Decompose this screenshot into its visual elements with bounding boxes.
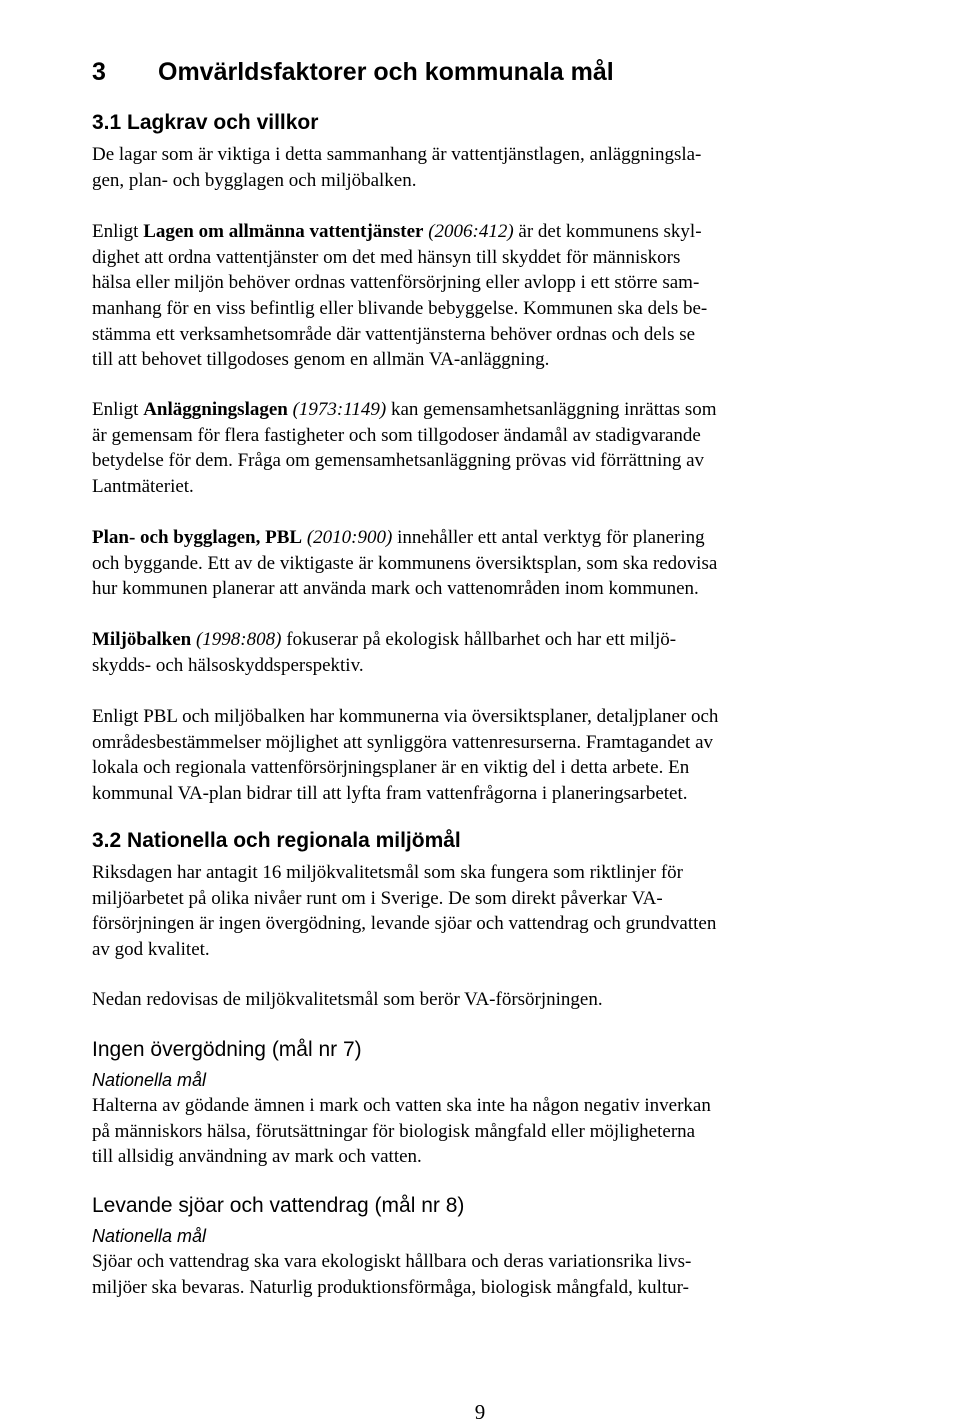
text-line: Halterna av gödande ämnen i mark och vatten ska inte ha någon negativ inverkan	[92, 1095, 711, 1116]
section-3-1-intro	[92, 142, 852, 193]
text-line: skydds- och hälsoskyddsperspektiv.	[92, 654, 364, 676]
paragraph-miljobalken	[92, 627, 852, 678]
chapter-heading	[92, 58, 614, 87]
text-line: på människors hälsa, förutsättningar för biologisk mångfald eller möjligheterna	[92, 1120, 696, 1142]
text-line: miljöarbetet på olika nivåer runt om i Sverige. De som direkt påverkar VA-	[92, 887, 663, 909]
text-span: Enligt	[92, 399, 144, 420]
text-line: dighet att ordna vattentjänster om det med hänsyn till skyddet för människors	[92, 246, 681, 268]
text-line: hälsa eller miljön behöver ordnas vattenförsörjning eller avlopp i ett större sam-	[92, 272, 700, 294]
text-line	[92, 525, 852, 551]
goal-7-text	[92, 1093, 852, 1170]
section-3-2-intro	[92, 860, 852, 963]
text-span: kan gemensamhetsanläggning inrättas som	[386, 399, 717, 420]
text-line	[92, 397, 852, 423]
text-line: till allsidig användning av mark och vatten.	[92, 1146, 422, 1168]
law-name: Anläggningslagen	[143, 399, 288, 420]
law-reference: (1973:1149)	[292, 399, 387, 420]
chapter-number: 3	[92, 58, 106, 86]
law-reference: (2006:412)	[428, 221, 514, 242]
page-number: 9	[474, 1400, 486, 1424]
paragraph-pbl	[92, 525, 852, 602]
goal-8-text	[92, 1249, 852, 1300]
goal-8-subtitle: Nationella mål	[92, 1226, 207, 1246]
text-line: försörjningen är ingen övergödning, levande sjöar och vattendrag och grundvatten	[92, 913, 717, 935]
law-name: Plan- och bygglagen, PBL	[92, 527, 303, 548]
paragraph-anlaggningslagen	[92, 397, 852, 500]
law-name: Lagen om allmänna vattentjänster	[143, 221, 424, 242]
text-line: Enligt PBL och miljöbalken har kommunerna via översiktsplaner, detaljplaner och	[92, 706, 719, 727]
text-line: gen, plan- och bygglagen och miljöbalken.	[92, 169, 417, 191]
text-line	[92, 627, 852, 653]
text-line: De lagar som är viktiga i detta sammanhang är vattentjänstlagen, anläggningsla-	[92, 144, 702, 165]
text-line: områdesbestämmelser möjlighet att synliggöra vattenresurserna. Framtagandet av	[92, 731, 713, 753]
section-heading-3-1: 3.1 Lagkrav och villkor	[92, 111, 319, 134]
text-line: stämma ett verksamhetsområde där vattentjänsterna behöver ordnas och dels se	[92, 323, 696, 345]
law-name: Miljöbalken	[92, 629, 192, 650]
chapter-title: Omvärldsfaktorer och kommunala mål	[158, 58, 614, 86]
text-line: lokala och regionala vattenförsörjningsplaner är en viktig del i detta arbete. En	[92, 757, 690, 779]
text-line: till att behovet tillgodoses genom en allmän VA-anläggning.	[92, 349, 550, 371]
law-reference: (1998:808)	[195, 629, 282, 650]
text-line: Riksdagen har antagit 16 miljökvalitetsmål som ska fungera som riktlinjer för	[92, 862, 683, 883]
text-span: fokuserar på ekologisk hållbarhet och har ett miljö-	[281, 629, 677, 650]
paragraph-vattentjanstlagen	[92, 219, 852, 373]
text-line: Lantmäteriet.	[92, 476, 194, 498]
text-line: miljöer ska bevaras. Naturlig produktionsförmåga, biologisk mångfald, kultur-	[92, 1276, 689, 1298]
text-span: är det kommunens skyl-	[513, 221, 702, 242]
goal-7-subtitle: Nationella mål	[92, 1070, 207, 1090]
text-line	[92, 219, 852, 245]
section-3-2-note	[92, 987, 852, 1013]
section-heading-3-2: 3.2 Nationella och regionala miljömål	[92, 829, 461, 852]
text-line: är gemensam för flera fastigheter och som tillgodoser ändamål av stadigvarande	[92, 424, 701, 446]
text-line: manhang för en viss befintlig eller blivande bebyggelse. Kommunen ska dels be-	[92, 298, 708, 320]
goal-8-title: Levande sjöar och vattendrag (mål nr 8)	[92, 1194, 465, 1217]
text-line: Nedan redovisas de miljökvalitetsmål som berör VA-försörjningen.	[92, 989, 603, 1010]
text-span: innehåller ett antal verktyg för planering	[392, 527, 705, 548]
law-reference: (2010:900)	[306, 527, 393, 548]
text-span: Enligt	[92, 221, 144, 242]
paragraph-pbl-miljobalken	[92, 704, 852, 807]
text-line: Sjöar och vattendrag ska vara ekologiskt hållbara och deras variationsrika livs-	[92, 1251, 692, 1272]
text-line: kommunal VA-plan bidrar till att lyfta fram vattenfrågorna i planeringsarbetet.	[92, 783, 688, 805]
goal-7-title: Ingen övergödning (mål nr 7)	[92, 1038, 362, 1061]
text-line: betydelse för dem. Fråga om gemensamhetsanläggning prövas vid förrättning av	[92, 450, 705, 472]
text-line: av god kvalitet.	[92, 939, 210, 961]
text-line: och byggande. Ett av de viktigaste är kommunens översiktsplan, som ska redovisa	[92, 552, 718, 574]
text-line: hur kommunen planerar att använda mark och vattenområden inom kommunen.	[92, 578, 699, 600]
